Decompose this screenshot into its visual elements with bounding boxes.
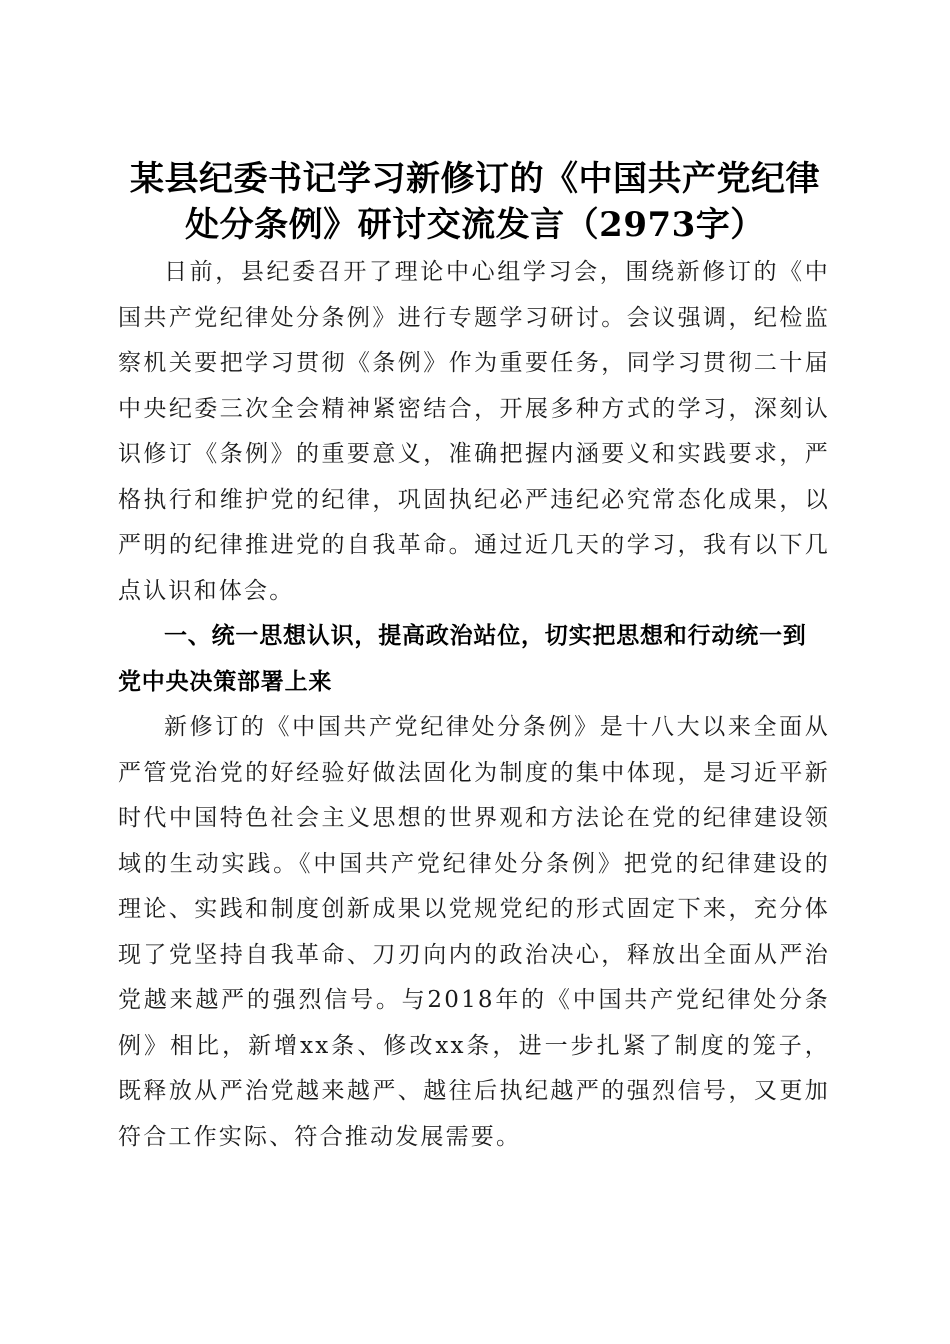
section-1-paragraph: 新修订的《中国共产党纪律处分条例》是十八大以来全面从严管党治党的好经验好做法固化为制度的集中体现，是习近平新时代中国特色社会主义思想的世界观和方法论在党的纪律建设领域的生动实践。《中国共产党纪律处分条例》把党的纪律建设的理论、实践和制度创新成果以党规党纪的形式固定下来，充分体现了党坚持自我革命、刀刃向内的政治决心，释放出全面从严治党越来越严的强烈信号。与2018年的《中国共产党纪律处分条例》相比，新增xx条、修改xx条，进一步扎紧了制度的笼子，既释放从严治党越来越严、越往后执纪越严的强烈信号，又更加符合工作实际、符合推动发展需要。 — [118, 714, 830, 1150]
document-title — [100, 156, 850, 248]
title-line-2: 处分条例》研讨交流发言（2973字） — [185, 204, 765, 245]
title-line-1: 某县纪委书记学习新修订的《中国共产党纪律 — [130, 158, 820, 199]
document-body — [118, 250, 830, 1160]
intro-paragraph: 日前，县纪委召开了理论中心组学习会，围绕新修订的《中国共产党纪律处分条例》进行专题学习研讨。会议强调，纪检监察机关要把学习贯彻《条例》作为重要任务，同学习贯彻二十届中央纪委三次全会精神紧密结合，开展多种方式的学习，深刻认识修订《条例》的重要意义，准确把握内涵要义和实践要求，严格执行和维护党的纪律，巩固执纪必严违纪必究常态化成果，以严明的纪律推进党的自我革命。通过近几天的学习，我有以下几点认识和体会。 — [118, 259, 830, 604]
section-heading-1: 一、统一思想认识，提高政治站位，切实把思想和行动统一到党中央决策部署上来 — [118, 623, 807, 695]
